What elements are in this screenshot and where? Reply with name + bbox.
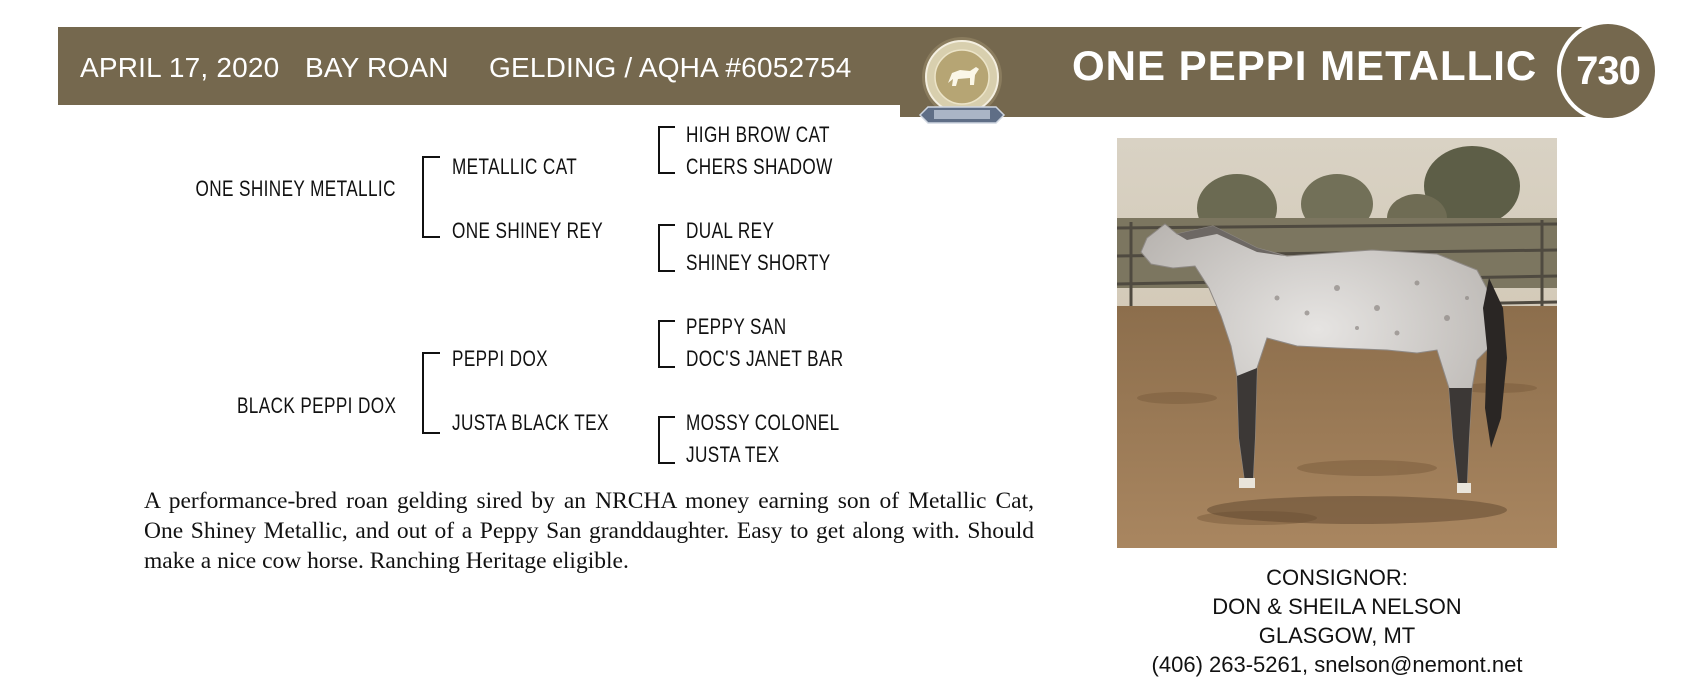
consignor-contact: (406) 263-5261, snelson@nemont.net	[1151, 652, 1523, 677]
pedigree-sire-sire: METALLIC CAT	[452, 154, 578, 179]
pedigree-sire: ONE SHINEY METALLIC	[195, 176, 396, 201]
pedigree-bracket-sire	[422, 156, 440, 238]
pedigree-sire-dam: ONE SHINEY REY	[452, 218, 604, 243]
consignor-name: DON & SHEILA NELSON	[1212, 594, 1462, 619]
pedigree-sd-dam: SHINEY SHORTY	[686, 250, 831, 275]
horse-color: BAY ROAN	[305, 52, 449, 83]
horse-description: A performance-bred roan gelding sired by an NRCHA money earning son of Metallic Cat, One Shiney Metallic, and out of a Peppy San granddaughter. Easy to get along with. Should make a nice cow horse. Ranching Heritage eligible.	[144, 488, 1034, 574]
pedigree-bracket-dam	[422, 352, 440, 434]
consignor-location: GLASGOW, MT	[1258, 623, 1416, 648]
horse-photo	[1117, 138, 1557, 548]
lot-number: 730	[1576, 48, 1640, 93]
consignor-label: CONSIGNOR:	[1266, 565, 1408, 590]
pedigree-dd-dam: JUSTA TEX	[686, 442, 780, 467]
pedigree-bracket-ss	[658, 126, 675, 174]
foaling-date: APRIL 17, 2020	[80, 52, 280, 83]
pedigree-bracket-sd	[658, 224, 675, 272]
pedigree-ss-sire: HIGH BROW CAT	[686, 122, 830, 147]
pedigree-bracket-dd	[658, 416, 675, 464]
pedigree-ss-dam: CHERS SHADOW	[686, 154, 833, 179]
pedigree-sd-sire: DUAL REY	[686, 218, 775, 243]
horse-name: ONE PEPPI METALLIC	[1072, 42, 1538, 89]
pedigree-bracket-ds	[658, 320, 675, 368]
consignor-block	[1110, 563, 1564, 679]
pedigree-ds-dam: DOC'S JANET BAR	[686, 346, 844, 371]
pedigree-ds-sire: PEPPY SAN	[686, 314, 787, 339]
sex-registry: GELDING / AQHA #6052754	[489, 52, 852, 83]
pedigree-dam-dam: JUSTA BLACK TEX	[452, 410, 609, 435]
ranching-heritage-seal	[912, 33, 1012, 133]
pedigree-dam: BLACK PEPPI DOX	[236, 393, 396, 418]
pedigree-dd-sire: MOSSY COLONEL	[686, 410, 840, 435]
pedigree-dam-sire: PEPPI DOX	[452, 346, 549, 371]
